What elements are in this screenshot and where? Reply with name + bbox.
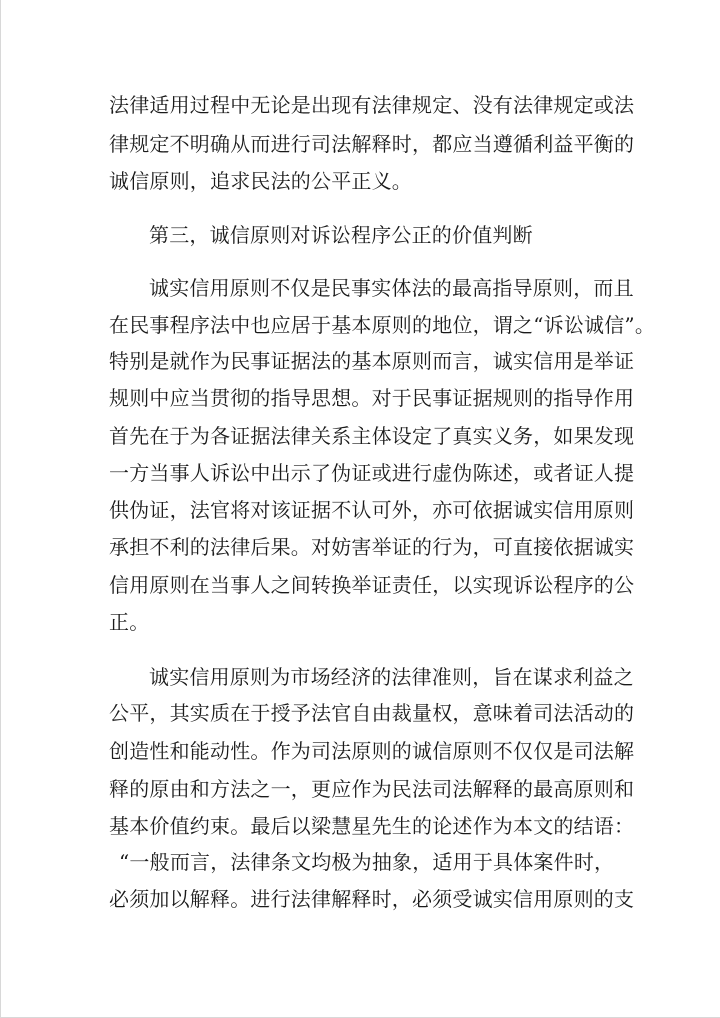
- text-line: 供伪证，法官将对该证据不认可外，亦可依据诚实信用原则: [109, 498, 635, 522]
- text-line: 创造性和能动性。作为司法原则的诚信原则不仅仅是司法解: [109, 739, 635, 763]
- text-line: 一方当事人诉讼中出示了伪证或进行虚伪陈述，或者证人提: [109, 461, 635, 485]
- text-line: 信用原则在当事人之间转换举证责任，以实现诉讼程序的公: [109, 573, 635, 597]
- text-line: 在民事程序法中也应居于基本原则的地位，谓之“诉讼诚信”。: [109, 313, 656, 337]
- section-heading: 第三，诚信原则对诉讼程序公正的价值判断: [149, 223, 533, 247]
- text-line: 诚实信用原则不仅是民事实体法的最高指导原则，而且: [149, 276, 634, 300]
- text-line: 法律适用过程中无论是出现有法律规定、没有法律规定或法: [109, 93, 635, 117]
- text-line: 承担不利的法律后果。对妨害举证的行为，可直接依据诚实: [109, 535, 635, 559]
- text-line: 诚信原则，追求民法的公平正义。: [109, 169, 412, 193]
- quote-line: “一般而言，法律条文均极为抽象，适用于具体案件时，: [119, 850, 615, 874]
- quote-line: 必须加以解释。进行法律解释时，必须受诚实信用原则的支: [109, 887, 635, 911]
- text-line: 首先在于为各证据法律关系主体设定了真实义务，如果发现: [109, 424, 635, 448]
- text-line: 公平，其实质在于授予法官自由裁量权，意味着司法活动的: [109, 701, 635, 725]
- text-line: 基本价值约束。最后以梁慧星先生的论述作为本文的结语：: [109, 814, 635, 838]
- text-line: 规则中应当贯彻的指导思想。对于民事证据规则的指导作用: [109, 386, 635, 410]
- text-line: 释的原由和方法之一，更应作为民法司法解释的最高原则和: [109, 777, 635, 801]
- text-line: 律规定不明确从而进行司法解释时，都应当遵循利益平衡的: [109, 132, 635, 156]
- text-line: 特别是就作为民事证据法的基本原则而言，诚实信用是举证: [109, 349, 635, 373]
- text-line: 正。: [109, 610, 150, 634]
- text-line: 诚实信用原则为市场经济的法律准则，旨在谋求利益之: [149, 665, 634, 689]
